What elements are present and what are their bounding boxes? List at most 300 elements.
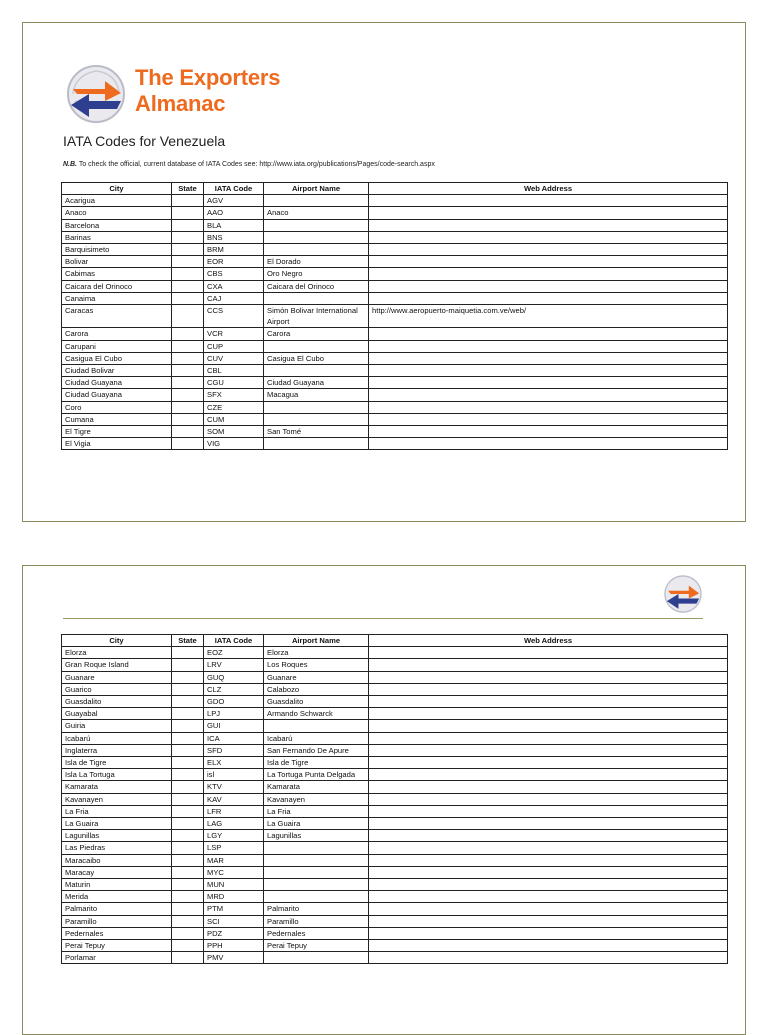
cell-city: Cumana — [62, 413, 172, 425]
table-row — [62, 952, 728, 964]
cell-iata-code: CBL — [204, 365, 264, 377]
table-row — [62, 647, 728, 659]
cell-airport-name: Icabarú — [264, 732, 369, 744]
brand-name-line1: The Exporters — [135, 65, 281, 90]
cell-city: Coro — [62, 401, 172, 413]
cell-airport-name: Oro Negro — [264, 268, 369, 280]
table-row — [62, 696, 728, 708]
cell-state — [172, 377, 204, 389]
cell-web-address — [369, 292, 728, 304]
cell-iata-code: EOR — [204, 256, 264, 268]
cell-city: Lagunillas — [62, 830, 172, 842]
cell-web-address — [369, 842, 728, 854]
table-row — [62, 305, 728, 328]
cell-web-address — [369, 940, 728, 952]
cell-iata-code: AGV — [204, 195, 264, 207]
cell-city: Acarigua — [62, 195, 172, 207]
cell-airport-name: Carora — [264, 328, 369, 340]
cell-iata-code: MRD — [204, 891, 264, 903]
cell-state — [172, 781, 204, 793]
cell-iata-code: CUP — [204, 340, 264, 352]
cell-airport-name — [264, 244, 369, 256]
cell-iata-code: PDZ — [204, 927, 264, 939]
table-row — [62, 328, 728, 340]
cell-airport-name — [264, 413, 369, 425]
cell-city: Maracaibo — [62, 854, 172, 866]
cell-web-address — [369, 720, 728, 732]
cell-web-address — [369, 671, 728, 683]
cell-city: Carora — [62, 328, 172, 340]
cell-airport-name: Lagunillas — [264, 830, 369, 842]
cell-city: Las Piedras — [62, 842, 172, 854]
cell-web-address — [369, 352, 728, 364]
cell-city: Porlamar — [62, 952, 172, 964]
table-row — [62, 818, 728, 830]
cell-web-address — [369, 866, 728, 878]
cell-state — [172, 769, 204, 781]
table-row — [62, 292, 728, 304]
cell-state — [172, 952, 204, 964]
cell-iata-code: SCI — [204, 915, 264, 927]
cell-city: Paramillo — [62, 915, 172, 927]
cell-state — [172, 244, 204, 256]
cell-state — [172, 805, 204, 817]
cell-airport-name: Ciudad Guayana — [264, 377, 369, 389]
cell-airport-name: Guanare — [264, 671, 369, 683]
cell-web-address — [369, 280, 728, 292]
cell-web-address — [369, 195, 728, 207]
cell-city: Bolivar — [62, 256, 172, 268]
cell-city: La Fria — [62, 805, 172, 817]
cell-web-address — [369, 781, 728, 793]
cell-city: Merida — [62, 891, 172, 903]
cell-state — [172, 830, 204, 842]
table-row — [62, 413, 728, 425]
table-row — [62, 854, 728, 866]
cell-state — [172, 328, 204, 340]
cell-state — [172, 854, 204, 866]
cell-iata-code: isl — [204, 769, 264, 781]
cell-airport-name — [264, 879, 369, 891]
cell-airport-name — [264, 438, 369, 450]
cell-web-address — [369, 793, 728, 805]
cell-state — [172, 401, 204, 413]
cell-city: Ciudad Guayana — [62, 377, 172, 389]
cell-iata-code: LPJ — [204, 708, 264, 720]
cell-state — [172, 647, 204, 659]
table-row — [62, 659, 728, 671]
cell-airport-name: Macagua — [264, 389, 369, 401]
cell-airport-name: Kavanayen — [264, 793, 369, 805]
cell-iata-code: LAG — [204, 818, 264, 830]
cell-state — [172, 219, 204, 231]
cell-airport-name: Kamarata — [264, 781, 369, 793]
cell-state — [172, 720, 204, 732]
cell-airport-name: La Tortuga Punta Delgada — [264, 769, 369, 781]
cell-airport-name — [264, 340, 369, 352]
cell-iata-code: SFX — [204, 389, 264, 401]
table-row — [62, 940, 728, 952]
cell-state — [172, 683, 204, 695]
cell-airport-name: La Fria — [264, 805, 369, 817]
cell-state — [172, 659, 204, 671]
cell-iata-code: CGU — [204, 377, 264, 389]
cell-airport-name — [264, 219, 369, 231]
cell-city: Barcelona — [62, 219, 172, 231]
table-row — [62, 207, 728, 219]
cell-state — [172, 915, 204, 927]
header-divider — [63, 618, 703, 619]
table-row — [62, 280, 728, 292]
cell-state — [172, 903, 204, 915]
cell-airport-name: San Fernando De Apure — [264, 744, 369, 756]
table-row — [62, 244, 728, 256]
cell-airport-name: Isla de Tigre — [264, 757, 369, 769]
table-row — [62, 231, 728, 243]
cell-iata-code: CAJ — [204, 292, 264, 304]
column-header-iata-code: IATA Code — [204, 635, 264, 647]
cell-iata-code: CUV — [204, 352, 264, 364]
table-row — [62, 340, 728, 352]
cell-state — [172, 671, 204, 683]
cell-iata-code: VIG — [204, 438, 264, 450]
table-row — [62, 903, 728, 915]
cell-city: Kavanayen — [62, 793, 172, 805]
table-row — [62, 769, 728, 781]
table-row — [62, 720, 728, 732]
column-header-web-address: Web Address — [369, 183, 728, 195]
cell-city: Gran Roque Island — [62, 659, 172, 671]
document-title: IATA Codes for Venezuela — [63, 133, 226, 149]
cell-airport-name — [264, 720, 369, 732]
cell-city: Anaco — [62, 207, 172, 219]
table-row — [62, 744, 728, 756]
cell-iata-code: KAV — [204, 793, 264, 805]
cell-iata-code: PPH — [204, 940, 264, 952]
cell-airport-name — [264, 231, 369, 243]
cell-airport-name: Paramillo — [264, 915, 369, 927]
cell-iata-code: MAR — [204, 854, 264, 866]
cell-city: Casigua El Cubo — [62, 352, 172, 364]
column-header-state: State — [172, 183, 204, 195]
cell-airport-name: Perai Tepuy — [264, 940, 369, 952]
cell-web-address — [369, 915, 728, 927]
cell-airport-name: Anaco — [264, 207, 369, 219]
cell-iata-code: CZE — [204, 401, 264, 413]
cell-web-address — [369, 683, 728, 695]
cell-state — [172, 413, 204, 425]
table-row — [62, 219, 728, 231]
cell-web-address — [369, 389, 728, 401]
table-body-page-1 — [62, 195, 728, 450]
cell-iata-code: LGY — [204, 830, 264, 842]
cell-iata-code: GUI — [204, 720, 264, 732]
cell-iata-code: KTV — [204, 781, 264, 793]
cell-city: Guarico — [62, 683, 172, 695]
cell-state — [172, 438, 204, 450]
cell-iata-code: PMV — [204, 952, 264, 964]
cell-web-address — [369, 830, 728, 842]
cell-city: Barquisimeto — [62, 244, 172, 256]
table-row — [62, 879, 728, 891]
cell-state — [172, 280, 204, 292]
table-row — [62, 757, 728, 769]
cell-airport-name — [264, 866, 369, 878]
cell-web-address — [369, 340, 728, 352]
cell-city: Guayabal — [62, 708, 172, 720]
cell-web-address — [369, 805, 728, 817]
cell-airport-name: Pedernales — [264, 927, 369, 939]
cell-city: Ciudad Guayana — [62, 389, 172, 401]
cell-airport-name: Caicara del Orinoco — [264, 280, 369, 292]
cell-city: Isla La Tortuga — [62, 769, 172, 781]
column-header-iata-code: IATA Code — [204, 183, 264, 195]
cell-web-address — [369, 696, 728, 708]
cell-web-address — [369, 818, 728, 830]
cell-iata-code: MUN — [204, 879, 264, 891]
cell-web-address — [369, 377, 728, 389]
table-row — [62, 352, 728, 364]
cell-city: Barinas — [62, 231, 172, 243]
cell-airport-name: Casigua El Cubo — [264, 352, 369, 364]
cell-iata-code: ICA — [204, 732, 264, 744]
cell-state — [172, 352, 204, 364]
table-body-page-2 — [62, 647, 728, 964]
iata-codes-table-page-1 — [61, 182, 728, 450]
table-row — [62, 830, 728, 842]
cell-web-address — [369, 769, 728, 781]
cell-city: El Tigre — [62, 426, 172, 438]
cell-iata-code: BLA — [204, 219, 264, 231]
cell-city: Inglaterra — [62, 744, 172, 756]
document-page-2 — [22, 565, 746, 1035]
table-row — [62, 732, 728, 744]
table-row — [62, 438, 728, 450]
cell-city: Guanare — [62, 671, 172, 683]
cell-web-address — [369, 757, 728, 769]
cell-city: Caracas — [62, 305, 172, 328]
cell-web-address — [369, 708, 728, 720]
cell-city: Cabimas — [62, 268, 172, 280]
table-row — [62, 915, 728, 927]
cell-iata-code: LFR — [204, 805, 264, 817]
cell-web-address — [369, 413, 728, 425]
cell-state — [172, 195, 204, 207]
table-row — [62, 891, 728, 903]
table-row — [62, 401, 728, 413]
cell-web-address — [369, 879, 728, 891]
cell-state — [172, 305, 204, 328]
cell-iata-code: AAO — [204, 207, 264, 219]
cell-city: Maturin — [62, 879, 172, 891]
cell-state — [172, 879, 204, 891]
table-row — [62, 781, 728, 793]
cell-web-address — [369, 219, 728, 231]
cell-state — [172, 340, 204, 352]
cell-iata-code: CBS — [204, 268, 264, 280]
cell-iata-code: BRM — [204, 244, 264, 256]
cell-state — [172, 389, 204, 401]
brand-logo — [65, 63, 325, 127]
cell-airport-name: Armando Schwarck — [264, 708, 369, 720]
cell-city: Guiria — [62, 720, 172, 732]
cell-web-address — [369, 744, 728, 756]
cell-airport-name — [264, 195, 369, 207]
cell-state — [172, 365, 204, 377]
cell-web-address — [369, 268, 728, 280]
cell-state — [172, 696, 204, 708]
cell-state — [172, 708, 204, 720]
cell-airport-name: Calabozo — [264, 683, 369, 695]
cell-city: Kamarata — [62, 781, 172, 793]
cell-iata-code: CCS — [204, 305, 264, 328]
cell-city: Guasdalito — [62, 696, 172, 708]
cell-web-address — [369, 365, 728, 377]
table-row — [62, 793, 728, 805]
cell-airport-name: Palmarito — [264, 903, 369, 915]
cell-iata-code: SOM — [204, 426, 264, 438]
table-row — [62, 708, 728, 720]
cell-iata-code: LSP — [204, 842, 264, 854]
cell-city: Isla de Tigre — [62, 757, 172, 769]
cell-airport-name: Elorza — [264, 647, 369, 659]
cell-city: Icabarú — [62, 732, 172, 744]
table-row — [62, 866, 728, 878]
cell-city: Maracay — [62, 866, 172, 878]
cell-iata-code: GDO — [204, 696, 264, 708]
cell-iata-code: CUM — [204, 413, 264, 425]
cell-iata-code: BNS — [204, 231, 264, 243]
cell-city: El Vigia — [62, 438, 172, 450]
cell-city: La Guaira — [62, 818, 172, 830]
cell-iata-code: MYC — [204, 866, 264, 878]
cell-state — [172, 842, 204, 854]
cell-web-address — [369, 438, 728, 450]
cell-web-address — [369, 256, 728, 268]
table-row — [62, 268, 728, 280]
column-header-airport-name: Airport Name — [264, 183, 369, 195]
cell-state — [172, 757, 204, 769]
cell-state — [172, 793, 204, 805]
cell-web-address — [369, 207, 728, 219]
reference-note — [63, 161, 435, 168]
column-header-city: City — [62, 183, 172, 195]
cell-web-address — [369, 244, 728, 256]
cell-iata-code: SFD — [204, 744, 264, 756]
cell-web-address — [369, 647, 728, 659]
iata-codes-table-page-2 — [61, 634, 728, 964]
cell-state — [172, 426, 204, 438]
table-row — [62, 805, 728, 817]
cell-airport-name: Simón Bolivar International Airport — [264, 305, 369, 328]
cell-airport-name — [264, 854, 369, 866]
cell-iata-code: PTM — [204, 903, 264, 915]
cell-airport-name — [264, 891, 369, 903]
cell-iata-code: GUQ — [204, 671, 264, 683]
note-prefix: N.B. — [63, 161, 77, 168]
cell-web-address — [369, 659, 728, 671]
cell-iata-code: CLZ — [204, 683, 264, 695]
cell-airport-name: Los Roques — [264, 659, 369, 671]
note-text: To check the official, current database of IATA Codes see: http://www.iata.org/publications/Pages/code-search.aspx — [77, 161, 435, 168]
column-header-web-address: Web Address — [369, 635, 728, 647]
column-header-city: City — [62, 635, 172, 647]
table-row — [62, 426, 728, 438]
cell-city: Perai Tepuy — [62, 940, 172, 952]
cell-state — [172, 292, 204, 304]
cell-airport-name: San Tomé — [264, 426, 369, 438]
cell-city: Caicara del Orinoco — [62, 280, 172, 292]
brand-name-line2: Almanac — [135, 91, 226, 116]
cell-state — [172, 927, 204, 939]
column-header-airport-name: Airport Name — [264, 635, 369, 647]
cell-airport-name — [264, 292, 369, 304]
table-row — [62, 842, 728, 854]
cell-state — [172, 732, 204, 744]
cell-web-address — [369, 891, 728, 903]
cell-iata-code: VCR — [204, 328, 264, 340]
cell-state — [172, 207, 204, 219]
cell-airport-name: Guasdalito — [264, 696, 369, 708]
cell-city: Elorza — [62, 647, 172, 659]
cell-state — [172, 256, 204, 268]
table-row — [62, 389, 728, 401]
cell-state — [172, 268, 204, 280]
cell-city: Carupani — [62, 340, 172, 352]
cell-city: Palmarito — [62, 903, 172, 915]
cell-state — [172, 818, 204, 830]
table-row — [62, 683, 728, 695]
cell-web-address: http://www.aeropuerto-maiquetia.com.ve/web/ — [369, 305, 728, 328]
cell-web-address — [369, 401, 728, 413]
cell-airport-name — [264, 842, 369, 854]
cell-airport-name: El Dorado — [264, 256, 369, 268]
cell-state — [172, 940, 204, 952]
cell-city: Ciudad Bolivar — [62, 365, 172, 377]
cell-web-address — [369, 732, 728, 744]
cell-iata-code: EOZ — [204, 647, 264, 659]
cell-web-address — [369, 328, 728, 340]
cell-web-address — [369, 231, 728, 243]
cell-iata-code: CXA — [204, 280, 264, 292]
cell-web-address — [369, 854, 728, 866]
table-row — [62, 671, 728, 683]
table-row — [62, 365, 728, 377]
cell-city: Canaima — [62, 292, 172, 304]
cell-state — [172, 231, 204, 243]
cell-airport-name — [264, 401, 369, 413]
cell-web-address — [369, 952, 728, 964]
globe-arrows-logo-icon — [65, 63, 127, 125]
table-row — [62, 377, 728, 389]
table-header-row — [62, 183, 728, 195]
cell-airport-name: La Guaira — [264, 818, 369, 830]
cell-airport-name — [264, 365, 369, 377]
globe-arrows-logo-icon — [663, 574, 703, 614]
cell-web-address — [369, 426, 728, 438]
table-row — [62, 927, 728, 939]
cell-iata-code: LRV — [204, 659, 264, 671]
table-header-row — [62, 635, 728, 647]
column-header-state: State — [172, 635, 204, 647]
cell-web-address — [369, 927, 728, 939]
cell-state — [172, 744, 204, 756]
cell-iata-code: ELX — [204, 757, 264, 769]
cell-state — [172, 891, 204, 903]
document-page-1 — [22, 22, 746, 522]
cell-web-address — [369, 903, 728, 915]
cell-state — [172, 866, 204, 878]
